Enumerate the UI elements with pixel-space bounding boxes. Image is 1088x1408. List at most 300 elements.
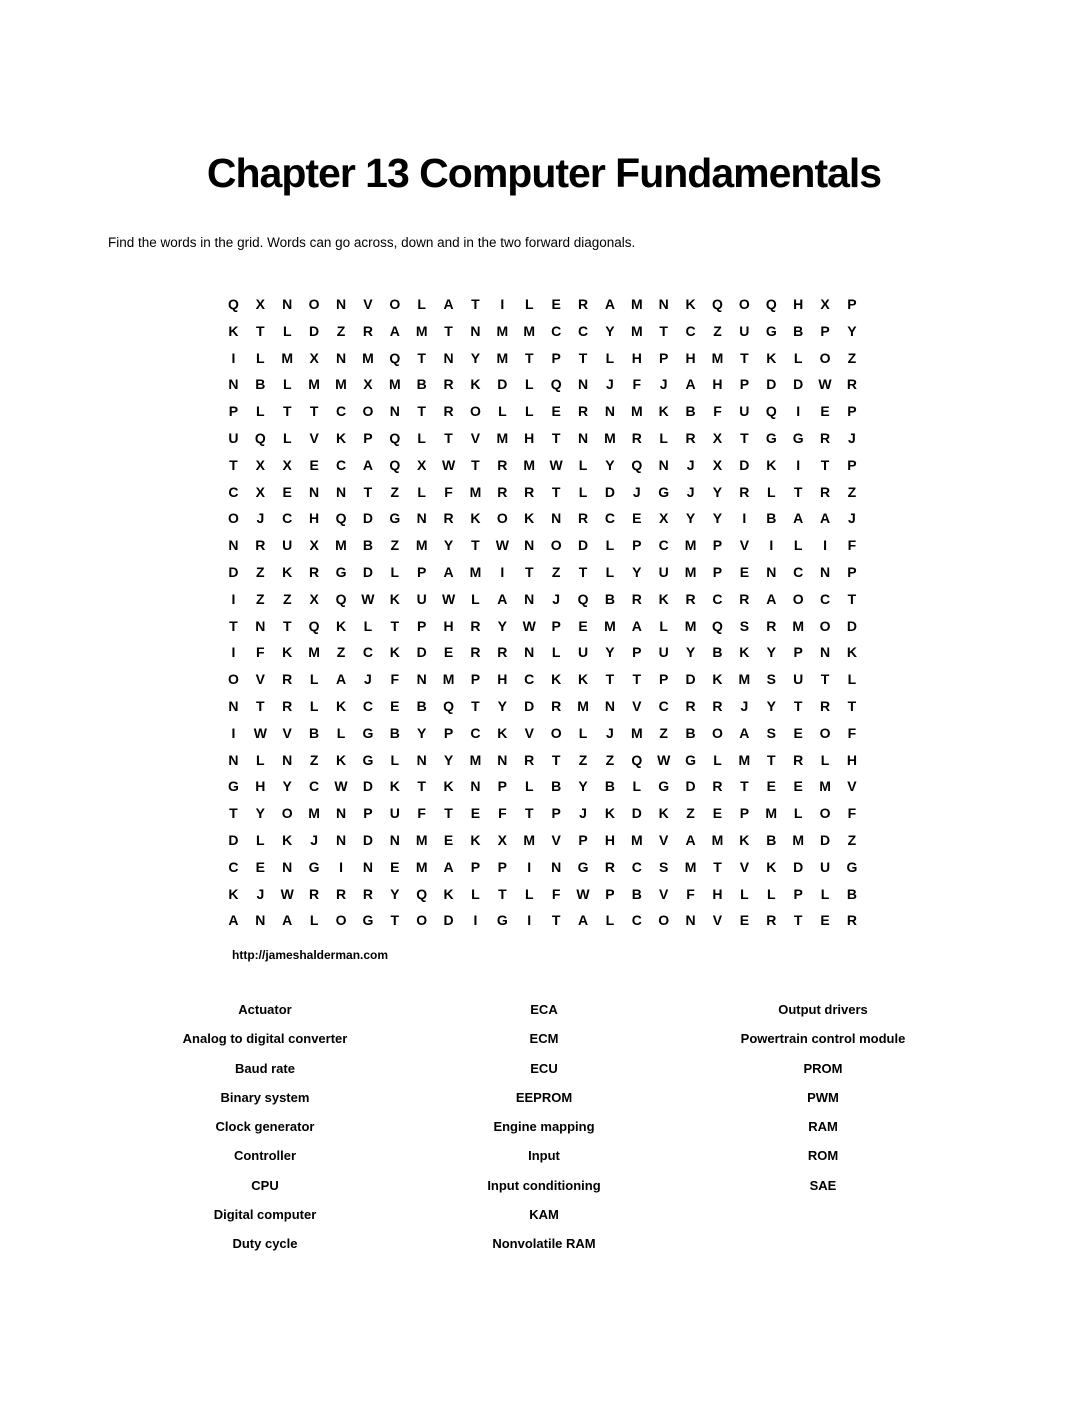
grid-cell: Y [470, 349, 481, 366]
grid-cell: M [630, 831, 643, 848]
word-list-item: Output drivers [778, 1002, 868, 1017]
word-list-column-1 [95, 995, 435, 1259]
grid-cell: J [848, 510, 856, 527]
grid-cell: Q [550, 376, 562, 393]
grid-cell: R [577, 403, 589, 420]
grid-cell: Q [228, 296, 239, 312]
grid-cell: M [415, 322, 428, 339]
grid-cell: N [255, 617, 266, 634]
grid-cell: G [658, 778, 670, 795]
grid-cell: M [335, 376, 347, 393]
grid-cell: R [309, 885, 320, 902]
grid-cell: B [309, 724, 320, 741]
grid-cell: F [551, 885, 561, 902]
word-search-grid [220, 291, 866, 935]
grid-cell: G [846, 858, 858, 875]
grid-cell: J [256, 510, 265, 527]
grid-row [220, 345, 866, 372]
grid-cell: P [847, 563, 857, 580]
grid-cell: E [712, 805, 723, 822]
grid-cell: N [416, 671, 427, 688]
grid-cell: X [363, 376, 373, 393]
grid-cell: U [416, 590, 427, 607]
grid-cell: N [309, 483, 320, 500]
grid-cell: T [659, 322, 668, 339]
grid-cell: R [497, 456, 508, 473]
grid-cell: V [309, 429, 319, 446]
grid-cell: M [792, 617, 804, 634]
grid-cell: K [577, 671, 589, 688]
grid-cell: Y [443, 537, 454, 554]
grid-cell: K [443, 778, 454, 795]
grid-cell: N [282, 858, 293, 875]
grid-cell: K [712, 671, 723, 688]
grid-cell: M [415, 858, 428, 875]
grid-row [220, 532, 866, 559]
grid-cell: Z [336, 322, 346, 339]
grid-cell: F [847, 724, 857, 741]
grid-cell: A [685, 831, 696, 848]
grid-cell: S [739, 617, 750, 634]
grid-cell: I [796, 403, 801, 420]
grid-cell: L [256, 403, 265, 420]
word-list-item: KAM [529, 1207, 559, 1223]
grid-cell: E [793, 778, 803, 795]
grid-cell: N [658, 296, 669, 312]
grid-cell: L [578, 456, 588, 473]
grid-cell: Y [605, 322, 615, 339]
grid-cell: N [524, 644, 535, 661]
grid-cell: G [658, 483, 670, 500]
grid-cell: N [524, 590, 535, 607]
grid-cell: Q [335, 510, 347, 527]
grid-cell: P [820, 322, 830, 339]
grid-cell: F [498, 805, 507, 822]
word-list-item: Controller [233, 1148, 297, 1164]
grid-cell: P [847, 403, 857, 420]
grid-cell: P [417, 617, 427, 634]
grid-cell: W [280, 885, 294, 902]
grid-cell: N [335, 831, 347, 848]
grid-cell: Z [256, 590, 265, 607]
word-list-item: Input conditioning [487, 1177, 601, 1193]
grid-cell: N [335, 483, 347, 500]
grid-cell: R [685, 429, 696, 446]
word-list-item: EEPROM [515, 1089, 573, 1105]
grid-cell: Q [631, 751, 643, 768]
grid-cell: D [819, 831, 831, 848]
grid-cell: P [712, 563, 723, 580]
grid-cell: L [524, 885, 534, 902]
grid-cell: R [497, 483, 508, 500]
grid-cell: N [551, 858, 562, 875]
grid-cell: D [685, 671, 696, 688]
grid-cell: R [551, 697, 562, 714]
grid-cell: Z [256, 563, 265, 580]
grid-cell: A [362, 456, 373, 473]
grid-cell: Y [685, 510, 696, 527]
grid-cell: T [444, 805, 453, 822]
grid-cell: K [658, 805, 669, 822]
word-list-item: PWM [807, 1089, 839, 1105]
grid-cell: T [471, 697, 480, 714]
grid-cell: L [417, 483, 426, 500]
grid-cell: T [524, 563, 534, 580]
grid-cell: C [819, 590, 831, 607]
grid-cell: Z [390, 483, 400, 500]
grid-cell: M [388, 376, 401, 393]
grid-cell: M [308, 376, 320, 393]
grid-cell: B [685, 403, 696, 420]
grid-cell: T [229, 805, 238, 822]
word-list-column-2 [404, 995, 684, 1259]
word-list-column-3 [683, 995, 963, 1200]
grid-cell: T [578, 563, 588, 580]
grid-cell: K [685, 296, 696, 312]
grid-cell: T [793, 483, 803, 500]
grid-cell: H [631, 349, 642, 366]
grid-cell: B [604, 778, 615, 795]
grid-cell: R [470, 617, 481, 634]
grid-row [220, 827, 866, 854]
grid-cell: J [256, 885, 265, 902]
grid-row [220, 318, 866, 345]
grid-cell: L [820, 885, 830, 902]
grid-cell: R [443, 510, 454, 527]
grid-cell: I [527, 858, 532, 875]
grid-cell: K [335, 697, 347, 714]
grid-cell: U [389, 805, 400, 822]
grid-row [220, 747, 866, 774]
grid-cell: P [551, 349, 561, 366]
grid-cell: O [712, 724, 723, 741]
grid-cell: N [255, 912, 266, 929]
grid-cell: N [335, 349, 347, 366]
grid-cell: T [793, 912, 803, 929]
grid-cell: R [766, 617, 777, 634]
grid-row [220, 854, 866, 881]
grid-cell: A [282, 912, 293, 929]
grid-cell: D [362, 563, 373, 580]
grid-cell: I [473, 912, 478, 929]
grid-cell: L [820, 751, 830, 768]
grid-cell: N [443, 349, 454, 366]
grid-cell: X [255, 483, 265, 500]
grid-cell: N [282, 296, 293, 312]
grid-cell: L [390, 751, 400, 768]
grid-cell: Z [686, 805, 695, 822]
grid-cell: D [793, 376, 804, 393]
grid-cell: Z [309, 751, 319, 768]
grid-cell: J [686, 483, 695, 500]
grid-cell: Y [847, 322, 857, 339]
grid-cell: G [685, 751, 697, 768]
grid-cell: B [362, 537, 373, 554]
grid-cell: X [659, 510, 669, 527]
grid-cell: R [362, 885, 373, 902]
grid-cell: L [578, 483, 588, 500]
grid-cell: O [738, 296, 750, 312]
grid-cell: M [738, 671, 751, 688]
word-list-item: Powertrain control module [740, 1031, 906, 1047]
grid-cell: I [231, 724, 236, 741]
grid-cell: E [739, 912, 750, 929]
grid-cell: R [739, 590, 750, 607]
grid-cell: T [471, 537, 480, 554]
grid-cell: R [819, 483, 831, 500]
grid-cell: L [578, 724, 588, 741]
grid-cell: N [228, 697, 239, 714]
grid-cell: A [631, 617, 642, 634]
grid-cell: D [497, 376, 508, 393]
grid-cell: M [415, 831, 428, 848]
grid-cell: O [335, 912, 347, 929]
grid-cell: M [496, 322, 509, 339]
grid-cell: O [228, 510, 239, 527]
grid-cell: I [339, 858, 343, 875]
grid-cell: T [740, 349, 749, 366]
grid-cell: Y [712, 510, 723, 527]
grid-cell: N [819, 644, 831, 661]
word-list-item: PROM [803, 1060, 843, 1076]
grid-cell: L [309, 671, 319, 688]
grid-cell: T [471, 296, 480, 312]
grid-cell: Q [308, 617, 320, 634]
grid-cell: R [631, 590, 642, 607]
grid-cell: Y [605, 644, 615, 661]
grid-cell: T [417, 349, 426, 366]
grid-cell: B [712, 644, 723, 661]
grid-cell: N [470, 778, 481, 795]
grid-cell: X [497, 831, 508, 848]
grid-cell: N [335, 805, 347, 822]
grid-cell: P [363, 805, 373, 822]
grid-cell: L [659, 429, 668, 446]
grid-cell: W [522, 617, 536, 634]
grid-cell: C [524, 671, 535, 688]
grid-cell: V [470, 429, 481, 446]
grid-cell: M [362, 349, 374, 366]
grid-cell: L [524, 403, 534, 420]
grid-cell: X [282, 456, 292, 473]
grid-cell: L [498, 403, 507, 420]
grid-cell: C [631, 858, 642, 875]
grid-cell: E [739, 563, 750, 580]
grid-cell: R [497, 644, 508, 661]
grid-cell: N [577, 429, 589, 446]
grid-cell: C [362, 697, 373, 714]
grid-cell: K [604, 805, 615, 822]
grid-cell: J [659, 376, 668, 393]
grid-cell: F [847, 805, 857, 822]
grid-cell: L [605, 537, 615, 554]
grid-cell: R [577, 510, 589, 527]
grid-cell: Z [659, 724, 668, 741]
grid-cell: T [847, 697, 857, 714]
grid-cell: L [282, 376, 292, 393]
grid-cell: R [739, 483, 750, 500]
grid-cell: M [630, 403, 643, 420]
grid-cell: C [309, 778, 320, 795]
grid-cell: P [739, 376, 750, 393]
grid-cell: L [605, 349, 615, 366]
grid-cell: U [282, 537, 293, 554]
grid-cell: M [819, 778, 831, 795]
grid-cell: Y [255, 805, 265, 822]
grid-cell: U [739, 403, 750, 420]
grid-cell: L [471, 590, 480, 607]
grid-cell: T [417, 403, 426, 420]
grid-cell: V [739, 858, 750, 875]
grid-cell: V [363, 296, 373, 312]
grid-cell: K [551, 671, 562, 688]
grid-cell: M [523, 322, 536, 339]
grid-cell: M [523, 456, 536, 473]
grid-cell: D [362, 510, 373, 527]
grid-cell: E [820, 403, 830, 420]
grid-cell: M [604, 617, 616, 634]
grid-cell: N [577, 376, 589, 393]
grid-cell: O [496, 510, 508, 527]
grid-cell: Q [254, 429, 266, 446]
grid-cell: Z [605, 751, 615, 768]
grid-cell: M [684, 858, 697, 875]
grid-cell: G [765, 429, 777, 446]
grid-cell: W [441, 456, 456, 473]
grid-cell: E [390, 697, 400, 714]
grid-cell: E [443, 644, 454, 661]
grid-cell: Z [282, 590, 292, 607]
grid-cell: X [255, 296, 265, 312]
grid-cell: B [766, 831, 777, 848]
grid-cell: V [712, 912, 723, 929]
grid-cell: I [823, 537, 827, 554]
grid-cell: Q [443, 697, 455, 714]
grid-cell: N [766, 563, 777, 580]
grid-row [220, 452, 866, 479]
grid-cell: K [739, 644, 750, 661]
grid-cell: L [740, 885, 749, 902]
grid-row [220, 479, 866, 506]
grid-cell: B [255, 376, 266, 393]
grid-cell: X [309, 349, 319, 366]
grid-cell: C [631, 912, 642, 929]
instructions-text: Find the words in the grid. Words can go across, down and in the two forward diagonals. [108, 235, 636, 250]
grid-cell: N [416, 751, 427, 768]
grid-cell: K [470, 510, 481, 527]
word-list-item: Baud rate [235, 1060, 295, 1076]
grid-cell: R [793, 751, 804, 768]
grid-cell: H [443, 617, 454, 634]
grid-cell: T [229, 617, 238, 634]
grid-cell: Q [631, 456, 643, 473]
word-list-item: ECA [530, 1002, 558, 1017]
grid-cell: M [308, 805, 320, 822]
grid-cell: X [712, 456, 723, 473]
grid-cell: M [738, 751, 751, 768]
grid-cell: N [551, 510, 562, 527]
grid-cell: O [228, 671, 239, 688]
grid-cell: C [712, 590, 723, 607]
word-list [0, 995, 1088, 1285]
grid-cell: T [390, 617, 400, 634]
grid-cell: P [228, 403, 239, 420]
grid-cell: V [659, 885, 669, 902]
grid-cell: M [469, 563, 482, 580]
grid-cell: B [846, 885, 857, 902]
grid-cell: L [766, 885, 776, 902]
grid-cell: B [685, 724, 696, 741]
grid-cell: B [766, 510, 777, 527]
grid-cell: C [282, 510, 293, 527]
grid-cell: W [441, 590, 456, 607]
grid-cell: O [819, 805, 831, 822]
grid-cell: C [658, 537, 669, 554]
grid-cell: O [658, 912, 670, 929]
grid-cell: V [255, 671, 265, 688]
grid-cell: T [309, 403, 319, 420]
grid-cell: P [363, 429, 373, 446]
grid-cell: P [578, 831, 588, 848]
grid-cell: L [524, 376, 534, 393]
grid-cell: R [335, 885, 347, 902]
grid-row [220, 639, 866, 666]
grid-cell: J [686, 456, 695, 473]
grid-cell: U [819, 858, 831, 875]
grid-cell: K [228, 885, 239, 902]
word-list-item: CPU [251, 1177, 279, 1193]
grid-cell: A [443, 858, 454, 875]
grid-cell: D [228, 831, 239, 848]
grid-cell: M [684, 537, 697, 554]
grid-cell: O [550, 537, 562, 554]
grid-cell: U [658, 644, 669, 661]
grid-cell: M [577, 697, 589, 714]
grid-row [220, 907, 866, 934]
grid-cell: W [253, 724, 267, 741]
grid-cell: M [415, 537, 428, 554]
grid-cell: N [604, 697, 615, 714]
word-list-item: Digital computer [213, 1207, 317, 1223]
grid-cell: L [847, 671, 857, 688]
grid-cell: J [552, 590, 561, 607]
grid-cell: I [500, 563, 505, 580]
grid-cell: L [363, 617, 373, 634]
grid-cell: H [793, 296, 804, 312]
grid-cell: L [282, 322, 292, 339]
grid-cell: D [766, 376, 777, 393]
grid-cell: M [630, 296, 643, 312]
grid-cell: K [846, 644, 857, 661]
grid-cell: U [658, 563, 669, 580]
grid-cell: Q [389, 456, 401, 473]
grid-cell: V [524, 724, 534, 741]
grid-cell: P [605, 885, 615, 902]
grid-cell: Y [685, 644, 696, 661]
grid-cell: E [551, 296, 561, 312]
grid-cell: L [793, 537, 803, 554]
grid-cell: L [632, 778, 642, 795]
grid-cell: V [659, 831, 669, 848]
grid-cell: T [524, 349, 534, 366]
word-list-item: Actuator [238, 1002, 292, 1017]
grid-cell: K [335, 429, 347, 446]
grid-cell: T [444, 322, 453, 339]
grid-cell: B [551, 778, 562, 795]
grid-cell: F [444, 483, 453, 500]
grid-cell: Y [497, 697, 508, 714]
grid-cell: C [228, 858, 239, 875]
